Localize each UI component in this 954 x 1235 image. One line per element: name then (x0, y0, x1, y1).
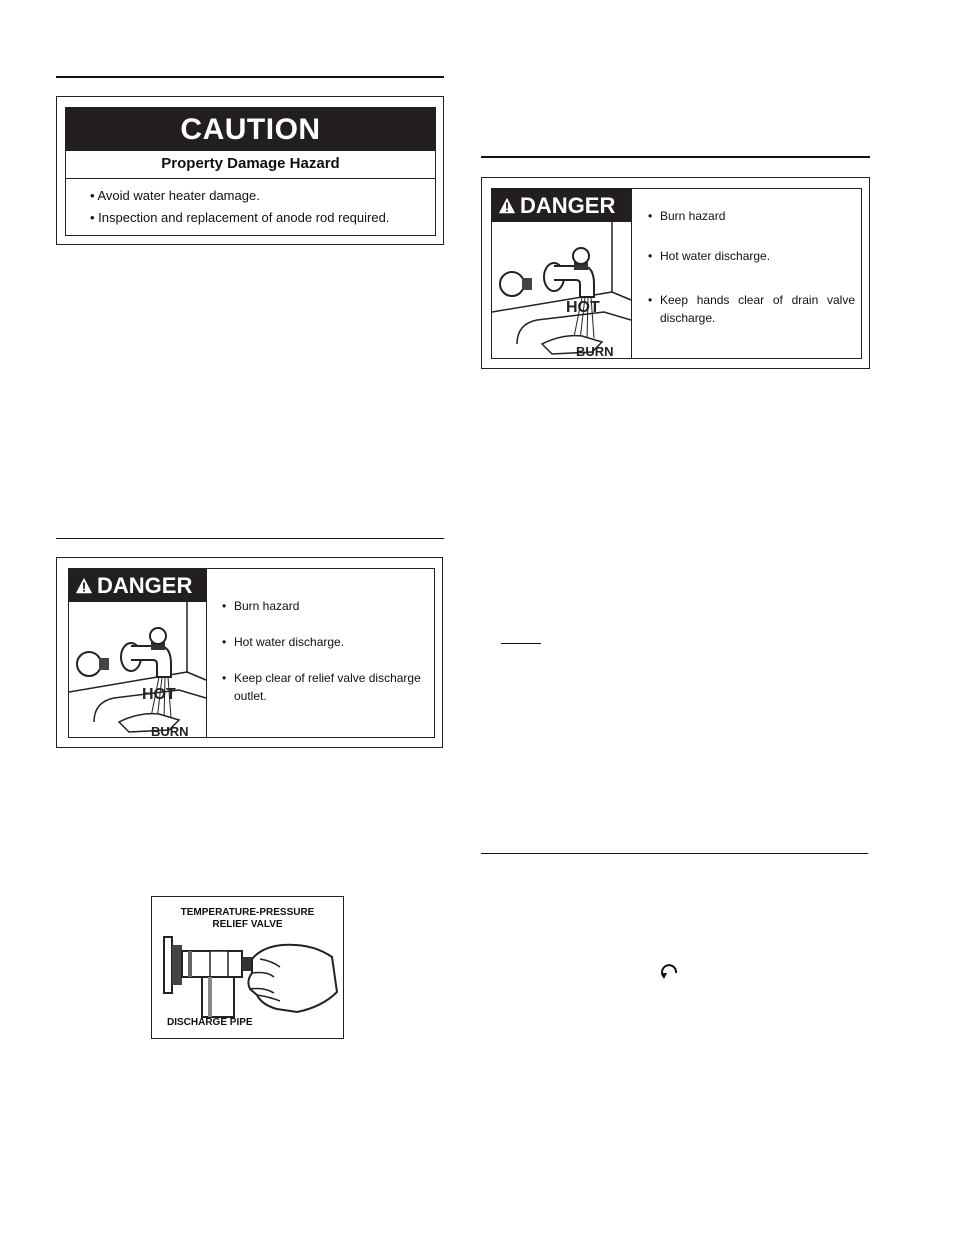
danger-signal-banner (69, 569, 206, 602)
section-rule-bottom-right (481, 853, 868, 854)
caution-label-frame (65, 107, 436, 236)
section-rule-top-left (56, 76, 444, 78)
danger-signal-banner (492, 189, 631, 222)
burn-text: BURN (151, 724, 189, 737)
caution-item: • Avoid water heater damage. (90, 188, 260, 203)
caution-item: • Inspection and replacement of anode rod required. (90, 210, 390, 225)
danger-label-frame (68, 568, 435, 738)
danger-item: • Hot water discharge. (648, 247, 855, 265)
danger-signal-word: DANGER (97, 572, 193, 598)
danger-left-panel (492, 189, 632, 358)
caution-hazard-title: Property Damage Hazard (66, 151, 435, 179)
danger-signal-word: DANGER (520, 192, 616, 218)
danger-item: • Hot water discharge. (222, 633, 427, 651)
caution-list (66, 179, 435, 229)
underline-mark (501, 643, 541, 644)
danger-item: • Keep clear of relief valve discharge outlet. (222, 669, 427, 705)
danger-item: • Burn hazard (222, 597, 427, 615)
valve-figure-caption: DISCHARGE PIPE (167, 1017, 253, 1028)
caution-signal-word: CAUTION (66, 108, 435, 151)
section-rule-mid-left (56, 538, 444, 539)
hot-water-faucet-illustration (69, 602, 206, 737)
danger-left-panel (69, 569, 207, 737)
hot-water-faucet-illustration (492, 222, 631, 358)
hot-text: HOT (566, 299, 600, 316)
relief-valve-figure (151, 896, 344, 1039)
counterclockwise-arrow-icon (660, 960, 680, 980)
danger-item: • Keep hands clear of drain valve discharge. (648, 291, 855, 327)
danger-item: • Burn hazard (648, 207, 855, 225)
danger-label-frame (491, 188, 862, 359)
hot-text: HOT (142, 686, 176, 703)
danger-label-drain-valve (481, 177, 870, 369)
valve-figure-title: TEMPERATURE-PRESSURE RELIEF VALVE (180, 907, 315, 930)
danger-label-relief-valve (56, 557, 443, 748)
section-rule-top-right (481, 156, 870, 158)
warning-triangle-icon (75, 577, 93, 595)
burn-text: BURN (576, 344, 614, 358)
warning-triangle-icon (498, 197, 516, 215)
caution-label (56, 96, 444, 245)
